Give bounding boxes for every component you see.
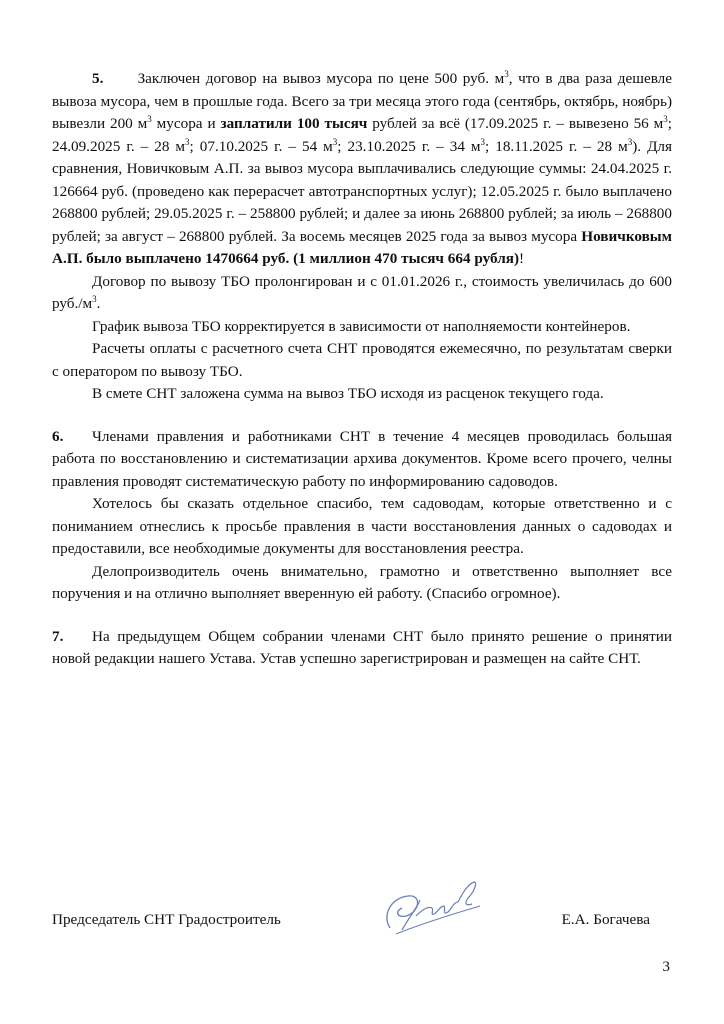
section-5-number: 5. xyxy=(92,70,104,87)
signature-line xyxy=(52,909,672,939)
section-5-paragraph-2: Договор по вывозу ТБО пролонгирован и с 01.01.2026 г., стоимость увеличилась до 600 $руб./м^3$. xyxy=(52,272,672,312)
section-gap xyxy=(52,606,672,626)
chairman-title: Председатель СНТ Градостроитель xyxy=(52,911,281,928)
section-6-number: 6. xyxy=(52,427,64,445)
section-5-paragraph-4: Расчеты оплаты с расчетного счета СНТ проводятся ежемесячно, по результатам сверки с оператором по вывозу ТБО. xyxy=(52,340,672,380)
page-number: 3 xyxy=(662,958,670,975)
signatory-name: Е.А. Богачева xyxy=(561,911,650,928)
document-body xyxy=(52,68,672,671)
section-6-paragraph-3: Делопроизводитель очень внимательно, грамотно и ответственно выполняет все поручения и на отлично выполняет вверенную ей работу. (Спасибо огромное). xyxy=(52,562,672,602)
section-6-paragraph-2: Хотелось бы сказать отдельное спасибо, тем садоводам, которые ответственно и с пониманием отнеслись к просьбе правления в части восстановления данных о садоводах и предоставили, все необходимые документы для восстановления реестра. xyxy=(52,495,672,557)
section-6-paragraph-1: 6. Членами правления и работниками СНТ в течение 4 месяцев проводилась большая работа по восстановлению и систематизации архива документов. Кроме всего прочего, челны правления проводят систематическую работу по информированию садоводов. xyxy=(52,427,672,490)
section-7-paragraph-1: 7. На предыдущем Общем собрании членами СНТ было принято решение о принятии новой редакции нашего Устава. Устав успешно зарегистрирован и размещен на сайте СНТ. xyxy=(52,627,672,667)
section-5-paragraph-5: В смете СНТ заложена сумма на вывоз ТБО исходя из расценок текущего года. xyxy=(92,385,604,402)
section-5-paragraph-1: 5. Заключен договор на вывоз мусора по цене 500 руб. $м^3$, что в два раза дешевле вывоза мусора, чем в прошлые года. Всего за три месяца этого года (сентябрь, октябрь, ноябрь) вывезли 200 $м^3$ мусора и заплатили 100 тысяч рублей за всё (17.09.2025 г. – вывезено 56 $м^3$; 24.09.2025 г. – 28 $м^3$; 07.10.2025 г. – 54 $м^3$; 23.10.2025 г. – 34 $м^3$; 18.11.2025 г. – 28 $м^3$). Для сравнения, Новичковым А.П. за вывоз мусора выплачивались следующие суммы: 24.04.2025 г. 126664 руб. (проведено как перерасчет автотранспортных услуг); 12.05.2025 г. было выплачено 268800 рублей; 29.05.2025 г. – 258800 рублей; и далее за июнь 268800 рублей; за июль – 268800 рублей; за август – 268800 рублей. За восемь месяцев 2025 года за вывоз мусора Новичковым А.П. было выплачено 1470664 руб. (1 миллион 470 тысяч 664 рубля)! xyxy=(52,68,672,267)
section-7-number: 7. xyxy=(52,627,64,645)
section-gap xyxy=(52,406,672,426)
section-5-paragraph-3: График вывоза ТБО корректируется в зависимости от наполняемости контейнеров. xyxy=(92,317,631,335)
